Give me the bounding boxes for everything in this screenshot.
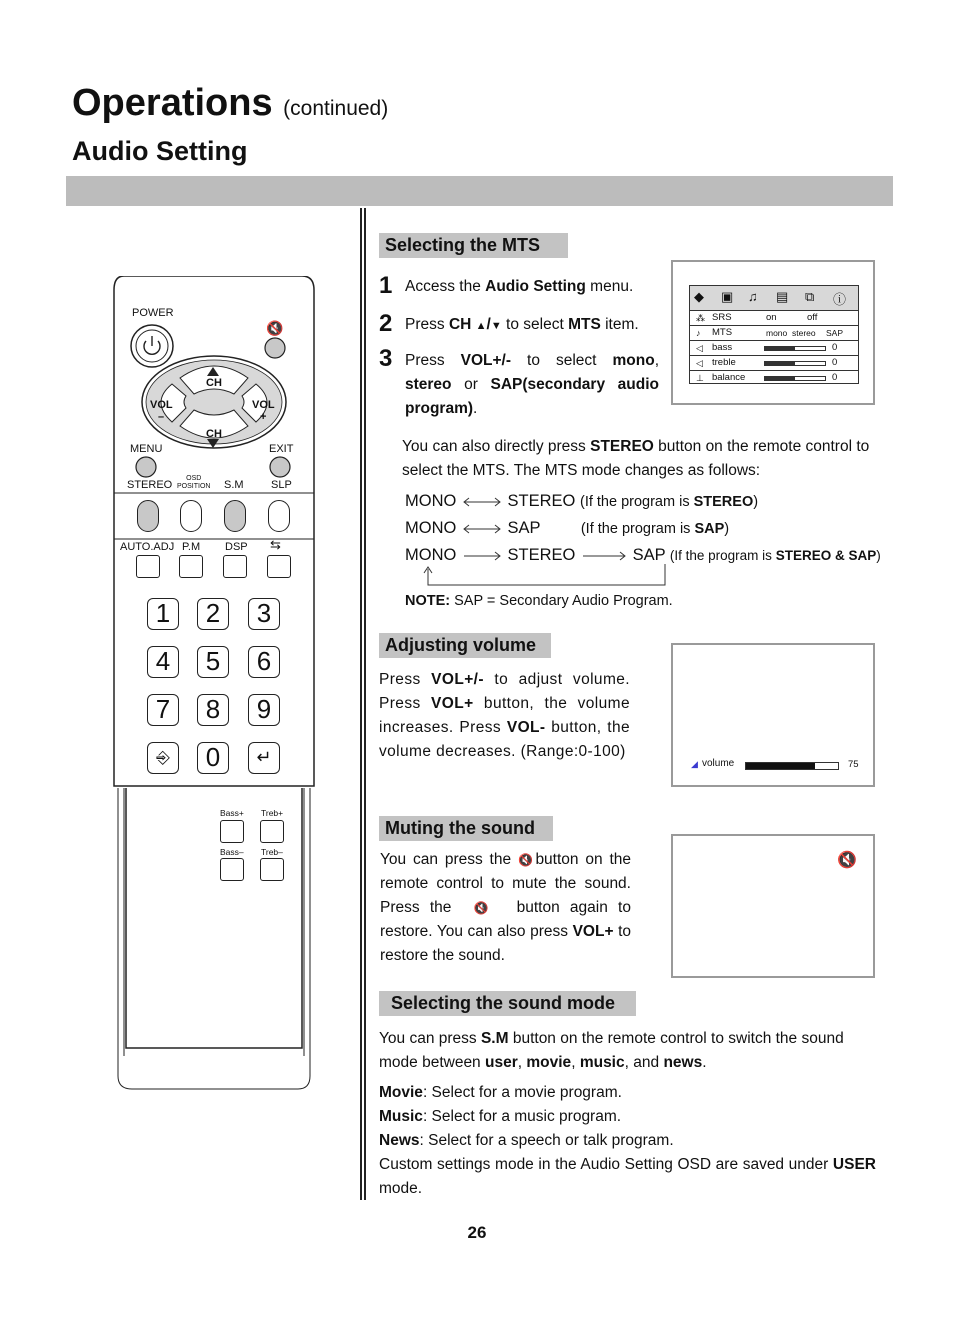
slp-button [268,500,290,532]
volume-bar-fill [746,763,815,769]
step-1-text: Access the Audio Setting menu. [405,278,634,295]
mts-icon: ♪ [696,328,701,338]
auto-adj-label: AUTO.ADJ [120,541,175,553]
mts-flow-row-3: MONO STEREO SAP (If the program is STEREO & SAP) [405,546,881,564]
sm-button [224,500,246,532]
mute-icon: 🔇 [517,853,536,867]
digit-key-9: 9 [248,694,280,726]
remote-body [112,276,316,1091]
pm-label: P.M [182,541,201,553]
page-number: 26 [467,1223,487,1242]
column-divider-2 [364,208,366,1200]
setup-icon: ⧉ [805,289,815,304]
mode-movie: Movie: Select for a movie program. [379,1084,622,1101]
remote-control [112,276,316,1091]
section-title: Audio Setting [72,136,248,166]
bidirectional-arrow-icon [461,496,503,508]
osd-row-balance: ⊥ balance 0 [690,370,858,384]
osd-menu-tabs [690,286,858,310]
sm-label: S.M [224,479,244,491]
picture-icon: ◆ [694,289,704,304]
slp-label: SLP [271,479,292,491]
input-key-icon: ⎆ [147,742,179,774]
sap-note: NOTE: SAP = Secondary Audio Program. [405,593,673,609]
up-arrow-icon: ▲ [475,320,487,332]
bass-minus-label: Bass– [220,847,244,857]
balance-slider [764,376,826,381]
digit-key-4: 4 [147,646,179,678]
volume-bar [745,762,839,770]
step-3-text: Press VOL+/- to select mono, stereo or SAP(secondary audio program). [405,352,659,417]
volume-osd-screen [671,643,875,787]
mute-icon: 🔇 [837,852,857,869]
screen-icon: ▣ [721,289,734,304]
exit-label: EXIT [269,443,294,455]
digit-key-7: 7 [147,694,179,726]
audio-icon: ♫ [748,289,758,304]
volume-value: 75 [848,759,859,770]
column-divider [360,208,362,1200]
osd-row-mts: ♪ MTS mono stereo SAP [690,325,858,341]
mode-news: News: Select for a speech or talk program. [379,1132,674,1149]
sound-mode-heading: Selecting the sound mode [379,991,636,1016]
treb-plus-button [260,820,284,843]
stereo-label: STEREO [127,479,173,491]
return-key-icon: ↵ [248,742,280,774]
mode-custom: Custom settings mode in the Audio Setting OSD are saved under USER mode. [379,1156,876,1197]
srs-icon: ⁂ [696,313,705,323]
digit-key-2: 2 [197,598,229,630]
channel-icon: ▤ [776,289,789,304]
mute-icon: 🔇 [473,901,495,915]
dsp-button [223,555,247,578]
pm-button [179,555,203,578]
bass-minus-button [220,858,244,881]
treb-minus-button [260,858,284,881]
treb-minus-label: Treb– [261,847,283,857]
osd-menu [689,285,859,384]
bass-plus-button [220,820,244,843]
bass-plus-label: Bass+ [220,808,244,818]
digit-key-5: 5 [197,646,229,678]
step-number: 3 [379,345,393,372]
treble-icon: ◁ [696,358,703,368]
menu-label: MENU [130,443,163,455]
page-title: Operations (continued) [72,82,389,124]
osd-row-srs: ⁂ SRS on off [690,310,858,326]
digit-key-6: 6 [248,646,280,678]
ch-up-label: CH [206,377,222,389]
step-number: 1 [379,272,393,299]
volume-heading: Adjusting volume [379,633,551,658]
stereo-button [137,500,159,532]
digit-key-0: 0 [197,742,229,774]
digit-key-3: 3 [248,598,280,630]
dsp-label: DSP [225,541,248,553]
balance-icon: ⊥ [696,373,704,383]
bass-icon: ◁ [696,343,703,353]
treb-plus-label: Treb+ [261,808,284,818]
mute-icon: 🔇 [266,320,284,336]
title-suffix: (continued) [283,97,389,120]
right-arrow-icon [580,550,628,562]
mute-osd-screen [671,834,875,978]
digit-key-8: 8 [197,694,229,726]
mode-music: Music: Select for a music program. [379,1108,622,1125]
bidirectional-arrow-icon [461,523,503,535]
osd-position-label: OSD POSITION [177,475,211,490]
bass-slider [764,346,826,351]
mts-heading: Selecting the MTS [379,233,568,258]
step-number: 2 [379,310,393,337]
vol-plus-label: VOL + [252,399,275,423]
digit-key-1: 1 [147,598,179,630]
swap-icon: ⇆ [270,537,281,552]
volume-icon: ◢ [691,759,698,769]
sound-mode-intro: You can press S.M button on the remote control to switch the sound mode between user, movie, music, and news. [379,1030,844,1071]
mts-flow-row-1: MONO STEREO (If the program is STEREO) [405,492,759,510]
mts-flow-row-2: MONO SAP (If the program is SAP) [405,519,730,537]
osd-position-button [180,500,202,532]
mute-heading: Muting the sound [379,816,553,841]
down-arrow-icon: ▼ [490,320,502,332]
header-bar [66,176,893,206]
osd-row-treble: ◁ treble 0 [690,355,858,371]
power-label: POWER [132,307,174,319]
volume-label: volume [702,758,735,769]
volume-text: Press VOL+/- to adjust volume. Press VOL+ button, the volume increases. Press VOL- button, the volume decreases. (Range:0-100) [379,671,631,760]
osd-row-bass: ◁ bass 0 [690,340,858,356]
sound-mode-list [379,1081,876,1201]
loop-back-arrow [422,564,672,590]
swap-button [267,555,291,578]
info-icon: ⓘ [833,292,847,307]
auto-adj-button [136,555,160,578]
mts-osd-screen [671,260,875,405]
step-2-text: Press CH ▲/▼ to select MTS item. [405,316,639,333]
treble-slider [764,361,826,366]
stereo-direct-text: You can also directly press STEREO button on the remote control to select the MTS. The MTS mode changes as follows: [402,438,870,479]
right-arrow-icon [461,550,503,562]
mute-text: You can press the 🔇button on the remote control to mute the sound. Press the 🔇 button again to restore. You can also press VOL+ to restore the sound. [380,851,631,964]
vol-minus-label: VOL – [150,399,173,423]
ch-down-label: CH [206,428,222,440]
